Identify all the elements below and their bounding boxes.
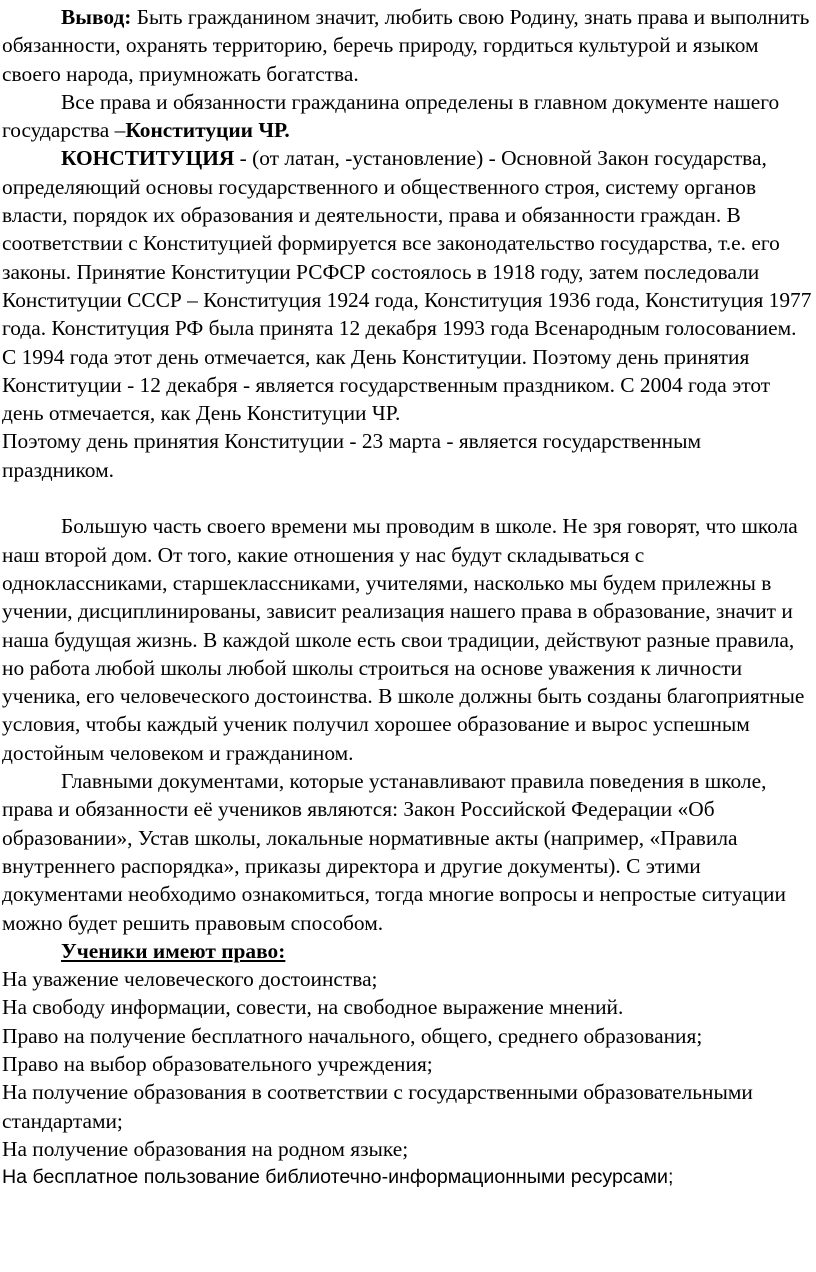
school-paragraph: Большую часть своего времени мы проводим в школе. Не зря говорят, что школа наш второй дом. От того, какие отношения у нас будут складываться с одноклассниками, старшеклассниками, учителями, насколько мы будем прилежны в учении, дисциплинированы, зависит реализация нашего права в образование, значит и наша будущая жизнь. В каждой школе есть свои традиции, действуют разные правила, но работа любой школы любой школы строиться на основе уважения к личности ученика, его человеческого достоинства. В школе должны быть созданы благоприятные условия, чтобы каждый ученик получил хорошее образование и вырос успешным достойным человеком и гражданином. xyxy=(2,514,805,765)
conclusion-label: Вывод: xyxy=(61,5,132,29)
documents-paragraph: Главными документами, которые устанавливают правила поведения в школе, права и обязанности её учеников являются: Закон Российской Федерации «Об образовании», Устав школы, локальные нормативные акты (например, «Правила внутреннего распорядка», приказы директора и другие документы). С этими документами необходимо ознакомиться, тогда многие вопросы и непростые ситуации можно будет решить правовым способом. xyxy=(2,769,786,935)
rights-item: На получение образования на родном языке; xyxy=(2,1136,409,1161)
constitution-term: КОНСТИТУЦИЯ xyxy=(61,146,235,171)
rights-item: Право на выбор образовательного учреждения; xyxy=(2,1051,433,1076)
students-rights-heading: Ученики имеют право: xyxy=(61,938,286,963)
rights-document-name: Конституции ЧР. xyxy=(125,118,290,143)
conclusion-paragraph xyxy=(2,3,814,88)
rights-item: На уважение человеческого достоинства; xyxy=(2,967,378,992)
constitution-definition: - (от латан, -установление) - Основной Закон государства, определяющий основы государственного и общественного строя, систему органов власти, порядок их образования и деятельности, права и обязанности граждан. В соответствии с Конституцией формируется все законодательство государства, т.е. его законы. Принятие Конституции РСФСР состоялось в 1918 году, затем последовали Конституции СССР – Конституция 1924 года, Конституция 1936 года, Конституция 1977 года. Конституция РФ была принята 12 декабря 1993 года Всенародным голосованием. С 1994 года этот день отмечается, как День Конституции. Поэтому день принятия Конституции - 12 декабря - является государственным праздником. С 2004 года этот день отмечается, как День Конституции ЧР. xyxy=(2,146,812,426)
rights-intro-text: Все права и обязанности гражданина определены в главном документе нашего государства – xyxy=(2,89,780,143)
rights-item: Право на получение бесплатного начального, общего, среднего образования; xyxy=(2,1023,703,1048)
students-rights-heading-line xyxy=(2,937,814,965)
march-holiday-paragraph: Поэтому день принятия Конституции - 23 марта - является государственным праздником. xyxy=(2,429,701,482)
rights-item: На бесплатное пользование библиотечно-информационными ресурсами; xyxy=(2,1166,674,1189)
rights-item: На получение образования в соответствии с государственными образовательными стандартами; xyxy=(2,1080,753,1133)
rights-item: На свободу информации, совести, на свободное выражение мнений. xyxy=(2,995,624,1020)
constitution-paragraph xyxy=(2,144,814,427)
document-page xyxy=(2,3,814,1191)
blank-line xyxy=(2,484,814,512)
conclusion-text: Быть гражданином значит, любить свою Родину, знать права и выполнить обязанности, охранять территорию, беречь природу, гордиться культурой и языком своего народа, приумножать богатства. xyxy=(2,5,810,86)
rights-intro-paragraph xyxy=(2,88,814,145)
